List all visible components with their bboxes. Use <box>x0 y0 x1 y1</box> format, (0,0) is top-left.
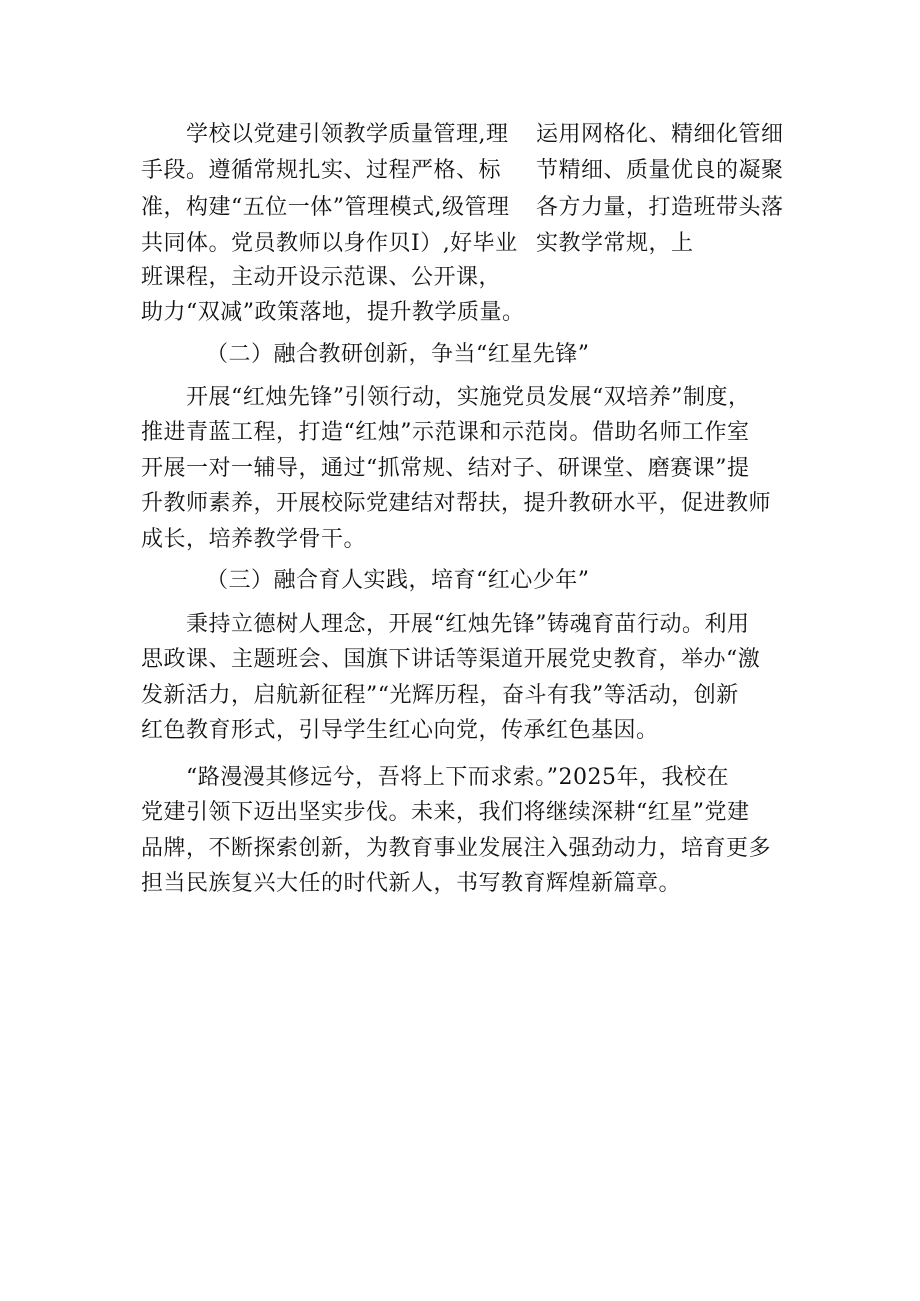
closing-line: 助力“双减”政策落地，提升教学质量。 <box>141 300 525 325</box>
paragraph-line: 推进青蓝工程，打造“红烛”示范课和示范岗。借助名师工作室 <box>141 420 750 445</box>
paragraph-line: 升教师素养，开展校际党建结对帮扶，提升教研水平，促进教师 <box>141 491 772 516</box>
paragraph-line: 担当民族复兴大任的时代新人，书写教育辉煌新篇章。 <box>141 871 682 896</box>
right-col-line-4: 实教学常规，上 <box>536 231 694 256</box>
paragraph-line: 秉持立德树人理念，开展“红烛先锋”铸魂育苗行动。利用 <box>186 612 750 637</box>
paragraph-line: 开展“红烛先锋”引领行动，实施党员发展“双培养”制度， <box>186 385 751 410</box>
left-col-line-4: 共同体。党员教师以身作贝I）,好毕业 <box>141 231 518 256</box>
section-two-heading: （二）融合教研创新，争当“红星先锋” <box>206 342 590 367</box>
paragraph-line: 发新活力，启航新征程”“光辉历程，奋斗有我”等活动，创新 <box>141 683 739 708</box>
paragraph-line: 品牌，不断探索创新，为教育事业发展注入强劲动力，培育更多 <box>141 836 772 861</box>
paragraph-line: 红色教育形式，引导学生红心向党，传承红色基因。 <box>141 718 659 743</box>
left-col-line-5: 班课程，主动开设示范课、公开课， <box>141 265 502 290</box>
right-col-line-3: 各方力量，打造班带头落 <box>536 195 784 220</box>
right-col-line-1: 运用网格化、精细化管细 <box>536 122 784 147</box>
paragraph-line: 开展一对一辅导，通过“抓常规、结对子、研课堂、磨赛课”提 <box>141 456 750 481</box>
left-col-line-1: 学校以党建引领教学质量管理,理 <box>186 122 509 147</box>
paragraph-line: 党建引领下迈出坚实步伐。未来，我们将继续深耕“红星”党建 <box>141 800 750 825</box>
right-col-line-2: 节精细、质量优良的凝聚 <box>536 158 784 183</box>
paragraph-line: “路漫漫其修远兮，吾将上下而求索。”2025年，我校在 <box>186 765 729 790</box>
paragraph-line: 成长，培养教学骨干。 <box>141 527 367 552</box>
left-col-line-3: 准，构建“五位一体”管理模式,级管理 <box>141 195 510 220</box>
left-col-line-2: 手段。遵循常规扎实、过程严格、标 <box>141 158 502 183</box>
paragraph-line: 思政课、主题班会、国旗下讲话等渠道开展党史教育，举办“激 <box>141 647 761 672</box>
section-three-heading: （三）融合育人实践，培育“红心少年” <box>206 568 590 593</box>
